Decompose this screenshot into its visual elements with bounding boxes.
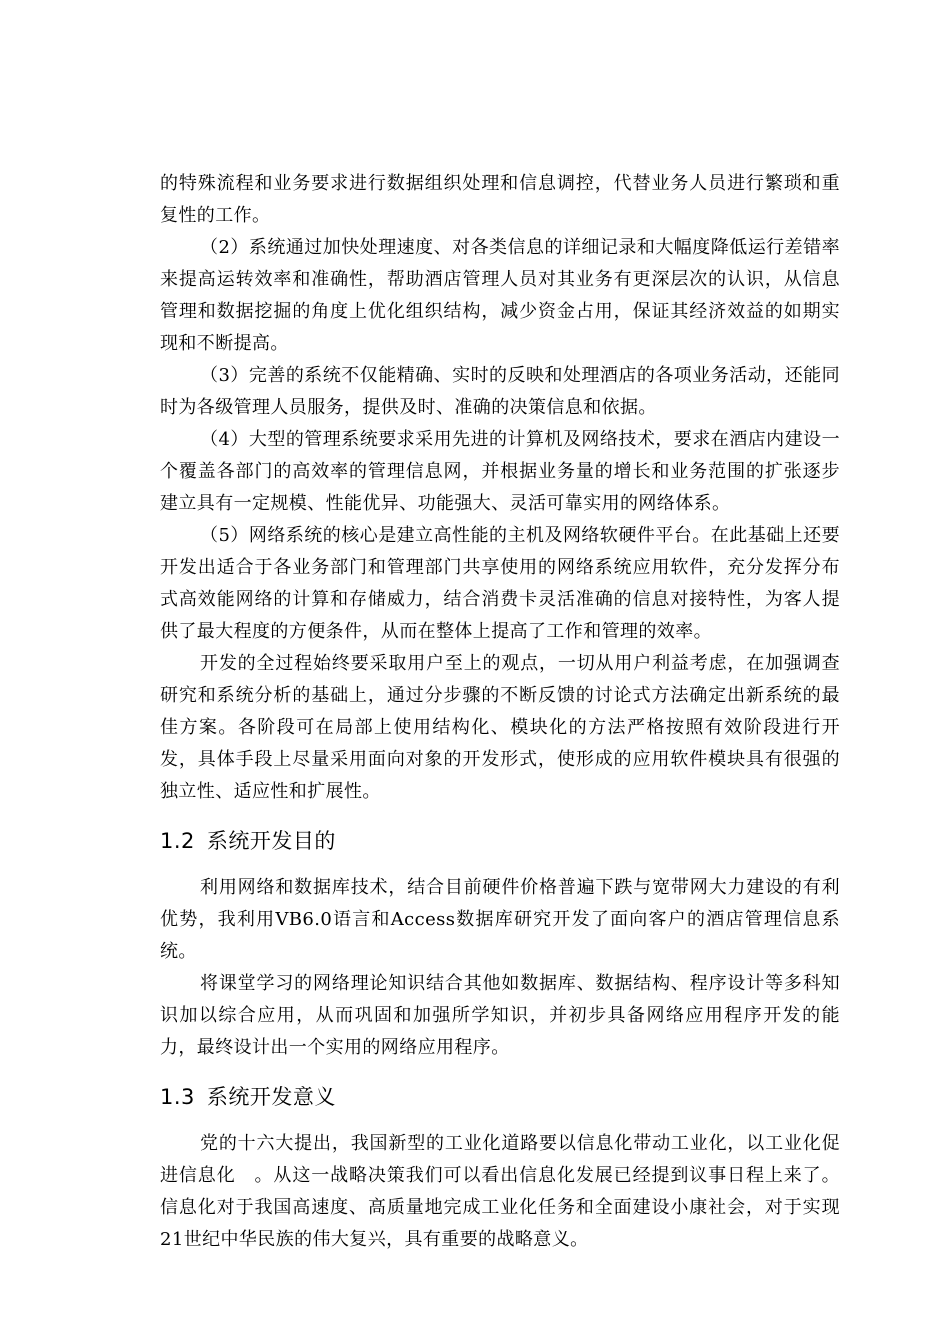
paragraph-item-5: （5）网络系统的核心是建立高性能的主机及网络软硬件平台。在此基础上还要开发出适合于各业务部门和管理部门共享使用的网络系统应用软件，充分发挥分布式高效能网络的计算和存储威力，结合消费卡灵活准确的信息对接特性，为客人提供了最大程度的方便条件，从而在整体上提高了工作和管理的效率。 — [160, 525, 840, 642]
section-number: 1.3 — [160, 1085, 195, 1109]
paragraph-development-process: 开发的全过程始终要采取用户至上的观点，一切从用户利益考虑，在加强调查研究和系统分析的基础上，通过分步骤的不断反馈的讨论式方法确定出新系统的最佳方案。各阶段可在局部上使用结构化、模块化的方法严格按照有效阶段进行开发，具体手段上尽量采用面向对象的开发形式，使形成的应用软件模块具有很强的独立性、适应性和扩展性。 — [160, 653, 840, 802]
section-title: 系统开发目的 — [206, 829, 336, 853]
section-number: 1.2 — [160, 829, 195, 853]
document-page — [160, 168, 859, 1256]
section-heading-1-3 — [160, 1082, 840, 1112]
paragraph-item-3: （3）完善的系统不仅能精确、实时的反映和处理酒店的各项业务活动，还能同时为各级管理人员服务，提供及时、准确的决策信息和依据。 — [160, 365, 840, 418]
paragraph-item-4: （4）大型的管理系统要求采用先进的计算机及网络技术，要求在酒店内建设一个覆盖各部门的高效率的管理信息网，并根据业务量的增长和业务范围的扩张逐步建立具有一定规模、性能优异、功能强大、灵活可靠实用的网络体系。 — [160, 429, 840, 514]
section-title: 系统开发意义 — [206, 1085, 336, 1109]
paragraph-continuation: 的特殊流程和业务要求进行数据组织处理和信息调控，代替业务人员进行繁琐和重复性的工作。 — [160, 173, 840, 226]
section-heading-1-2 — [160, 826, 840, 856]
paragraph-purpose-1: 利用网络和数据库技术，结合目前硬件价格普遍下跌与宽带网大力建设的有利优势，我利用VB6.0语言和Access数据库研究开发了面向客户的酒店管理信息系统。 — [160, 877, 840, 962]
paragraph-significance-1: 党的十六大提出，我国新型的工业化道路要以信息化带动工业化，以工业化促进信息化 。从这一战略决策我们可以看出信息化发展已经提到议事日程上来了。信息化对于我国高速度、高质量地完成工业化任务和全面建设小康社会，对于实现 21世纪中华民族的伟大复兴，具有重要的战略意义。 — [160, 1133, 859, 1250]
paragraph-item-2: （2）系统通过加快处理速度、对各类信息的详细记录和大幅度降低运行差错率来提高运转效率和准确性，帮助酒店管理人员对其业务有更深层次的认识，从信息管理和数据挖掘的角度上优化组织结构，减少资金占用，保证其经济效益的如期实现和不断提高。 — [160, 237, 840, 354]
paragraph-purpose-2: 将课堂学习的网络理论知识结合其他如数据库、数据结构、程序设计等多科知识加以综合应用，从而巩固和加强所学知识，并初步具备网络应用程序开发的能力，最终设计出一个实用的网络应用程序。 — [160, 973, 840, 1058]
